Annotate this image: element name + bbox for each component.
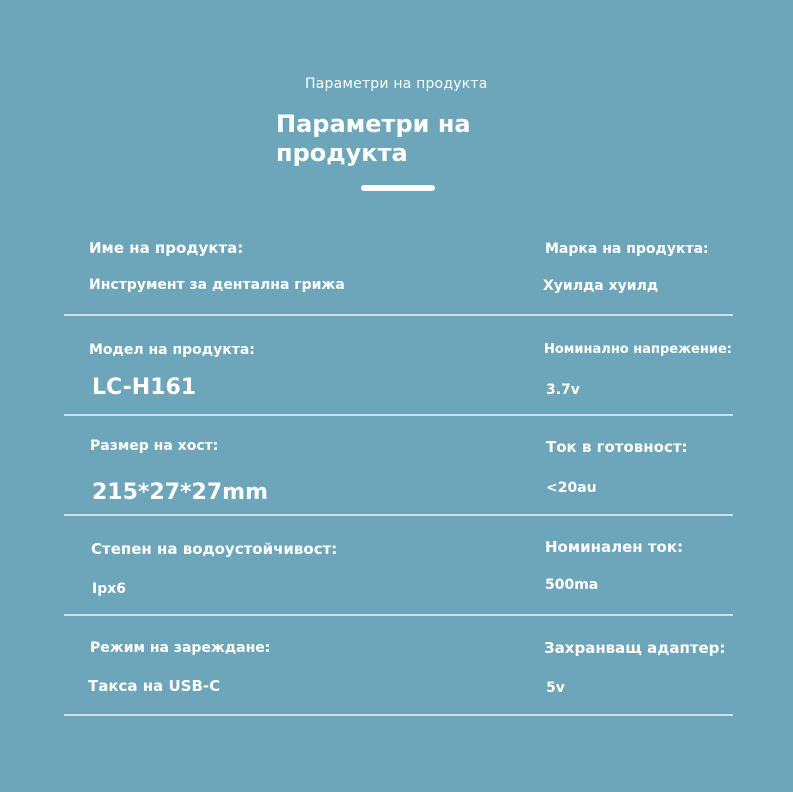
power-adapter-value: 5v <box>546 680 565 696</box>
title-accent-bar <box>361 185 435 191</box>
model-label: Модел на продукта: <box>89 342 255 358</box>
brand-label: Марка на продукта: <box>545 241 709 257</box>
power-adapter-label: Захранващ адаптер: <box>544 639 726 657</box>
charging-mode-label: Режим на зареждане: <box>90 640 271 656</box>
model-value: LC-H161 <box>92 375 197 400</box>
header-subtitle: Параметри на продукта <box>305 76 488 92</box>
rated-current-label: Номинален ток: <box>545 538 684 556</box>
waterproof-label: Степен на водоустойчивост: <box>91 540 338 558</box>
row-divider <box>64 514 733 516</box>
row-divider <box>64 614 733 616</box>
row-divider <box>64 414 733 416</box>
product-name-label: Име на продукта: <box>89 239 244 257</box>
row-divider <box>64 314 733 316</box>
product-name-value: Инструмент за дентална грижа <box>89 277 345 293</box>
row-divider <box>64 714 733 716</box>
charging-mode-value: Такса на USB-C <box>88 677 221 695</box>
rated-current-value: 500ma <box>545 577 599 593</box>
host-size-value: 215*27*27mm <box>92 480 269 505</box>
rated-voltage-value: 3.7v <box>546 382 580 398</box>
host-size-label: Размер на хост: <box>90 438 219 454</box>
page-title: Параметри на продукта <box>276 110 471 167</box>
waterproof-value: Ipx6 <box>92 581 127 597</box>
standby-current-label: Ток в готовност: <box>546 438 688 456</box>
standby-current-value: <20au <box>546 480 597 496</box>
brand-value: Хуилда хуилд <box>543 278 659 294</box>
rated-voltage-label: Номинално напрежение: <box>544 342 732 357</box>
